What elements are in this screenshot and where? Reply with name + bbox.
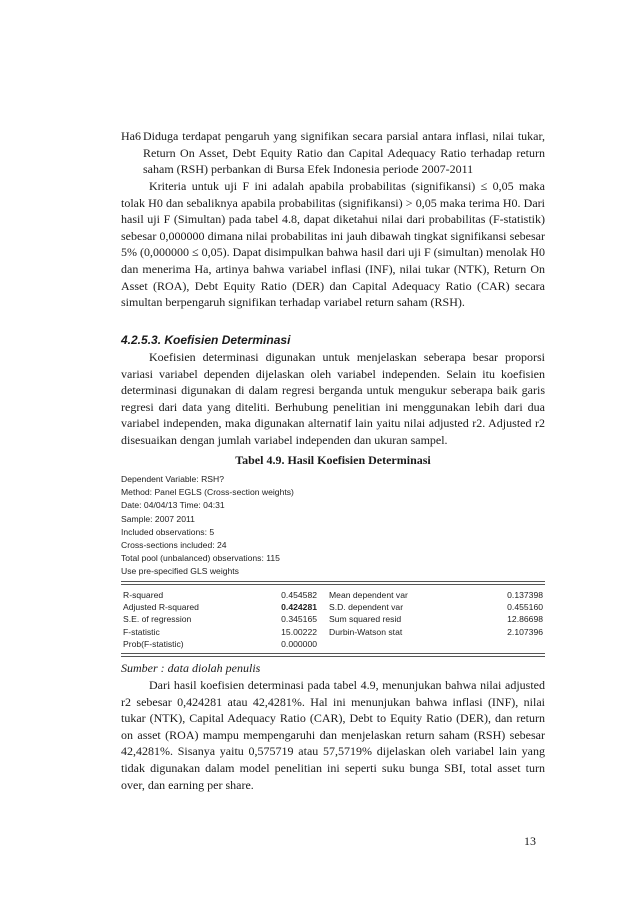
stats-table <box>121 589 545 651</box>
stat-label: R-squared <box>123 589 164 600</box>
stat-value: 0.000000 <box>281 639 317 650</box>
eviews-header-line: Use pre-specified GLS weights <box>121 566 239 577</box>
paragraph-interpretation: Dari hasil koefisien determinasi pada tabel 4.9, menunjukan bahwa nilai adjusted r2 sebesar 0,424281 atau 42,4281%. Hal ini menunjukan bahwa inflasi (INF), nilai tukar (NTK), Capital Adequacy Ratio (CAR), Debt to Equity Ratio (DER), dan return on asset (ROA) mampu mempengaruhi dan menjelaskan return saham (RSH) sebesar 42,4281%. Sisanya yaitu 0,575719 atau 57,5719% dijelaskan oleh variabel lain yang tidak digunakan dalam model penelitian ini seperti suku bunga SBI, total asset turn over, dan earning per share. <box>121 678 545 792</box>
paragraph-determination: Koefisien determinasi digunakan untuk menjelaskan seberapa besar proporsi variasi variabel dependen dijelaskan oleh variabel independen. Selain itu koefisien determinasi digunakan di dalam regresi berganda untuk mengukur seberapa baik garis regresi dari data yang diteliti. Berhubung penelitian ini menggunakan lebih dari dua variabel independen, maka digunakan alternatif lain yaitu nilai adjusted r2. Adjusted r2 disesuaikan dengan jumlah variabel independen dan ukuran sampel. <box>121 350 545 447</box>
stat-label <box>319 638 461 650</box>
stat-label: F-statistic <box>123 626 160 637</box>
double-rule <box>121 581 545 585</box>
paragraph-f-test: Kriteria untuk uji F ini adalah apabila probabilitas (signifikansi) ≤ 0,05 maka tolak H0 dan sebaliknya apabila probabilitas (signifikansi) > 0,05 maka terima H0. Dari hasil uji F (Simultan) pada tabel 4.8, dapat diketahui nilai dari probabilitas (F-statistik) sebesar 0,000000 dimana nilai probabilitas ini jauh dibawah tingkat signifikansi sebesar 5% (0,000000 ≤ 0,05). Dapat disimpulkan bahwa hasil dari uji F (simultan) menolak H0 dan menerima Ha, artinya bahwa variabel inflasi (INF), nilai tukar (NTK), Return On Asset (ROA), Debt Equity Ratio (DER) dan Capital Adequacy Ratio (CAR) secara simultan berpengaruh signifikan terhadap variabel return saham (RSH). <box>121 179 545 310</box>
eviews-header-line: Cross-sections included: 24 <box>121 539 227 550</box>
table-row <box>121 638 545 650</box>
stat-label: S.E. of regression <box>123 614 192 625</box>
table-caption: Tabel 4.9. Hasil Koefisien Determinasi <box>235 453 431 467</box>
eviews-output <box>121 473 545 659</box>
stat-label: Durbin-Watson stat <box>329 626 403 637</box>
page-number: 13 <box>524 834 536 848</box>
table-row <box>121 613 545 625</box>
stat-value: 0.137398 <box>507 589 543 600</box>
stat-label: Adjusted R-squared <box>123 601 199 612</box>
stat-value: 0.345165 <box>281 614 317 625</box>
table-row <box>121 601 545 613</box>
eviews-header-line: Included observations: 5 <box>121 526 215 537</box>
eviews-header-line: Dependent Variable: RSH? <box>121 474 225 484</box>
stat-label: S.D. dependent var <box>329 601 404 612</box>
stat-value: 15.00222 <box>281 626 317 637</box>
stat-value: 12.86698 <box>507 614 543 625</box>
double-rule <box>121 653 545 657</box>
stat-label: Prob(F-statistic) <box>123 639 184 650</box>
eviews-header-line: Method: Panel EGLS (Cross-section weights) <box>121 487 294 498</box>
source-note: Sumber : data diolah penulis <box>121 661 261 675</box>
hypothesis-label: Ha6 <box>121 129 141 143</box>
stat-label: Sum squared resid <box>329 614 402 625</box>
table-row <box>121 589 545 601</box>
stat-value-highlight: 0.424281 <box>281 601 317 612</box>
stat-value: 0.455160 <box>507 601 543 612</box>
eviews-header-line: Date: 04/04/13 Time: 04:31 <box>121 500 225 511</box>
stat-value <box>461 638 545 650</box>
stat-value: 0.454582 <box>281 589 317 600</box>
hypothesis-text: Diduga terdapat pengaruh yang signifikan secara parsial antara inflasi, nilai tukar, Return On Asset, Debt Equity Ratio dan Capital Adequacy Ratio terhadap return saham (RSH) perbankan di Bursa Efek Indonesia periode 2007-2011 <box>143 129 545 177</box>
eviews-header <box>121 473 545 579</box>
table-row <box>121 626 545 638</box>
hypothesis-block <box>121 128 545 178</box>
stat-value: 2.107396 <box>507 626 543 637</box>
section-heading: 4.2.5.3. Koefisien Determinasi <box>121 333 291 347</box>
eviews-header-line: Sample: 2007 2011 <box>121 513 195 524</box>
eviews-header-line: Total pool (unbalanced) observations: 115 <box>121 553 280 564</box>
stat-label: Mean dependent var <box>329 589 408 600</box>
